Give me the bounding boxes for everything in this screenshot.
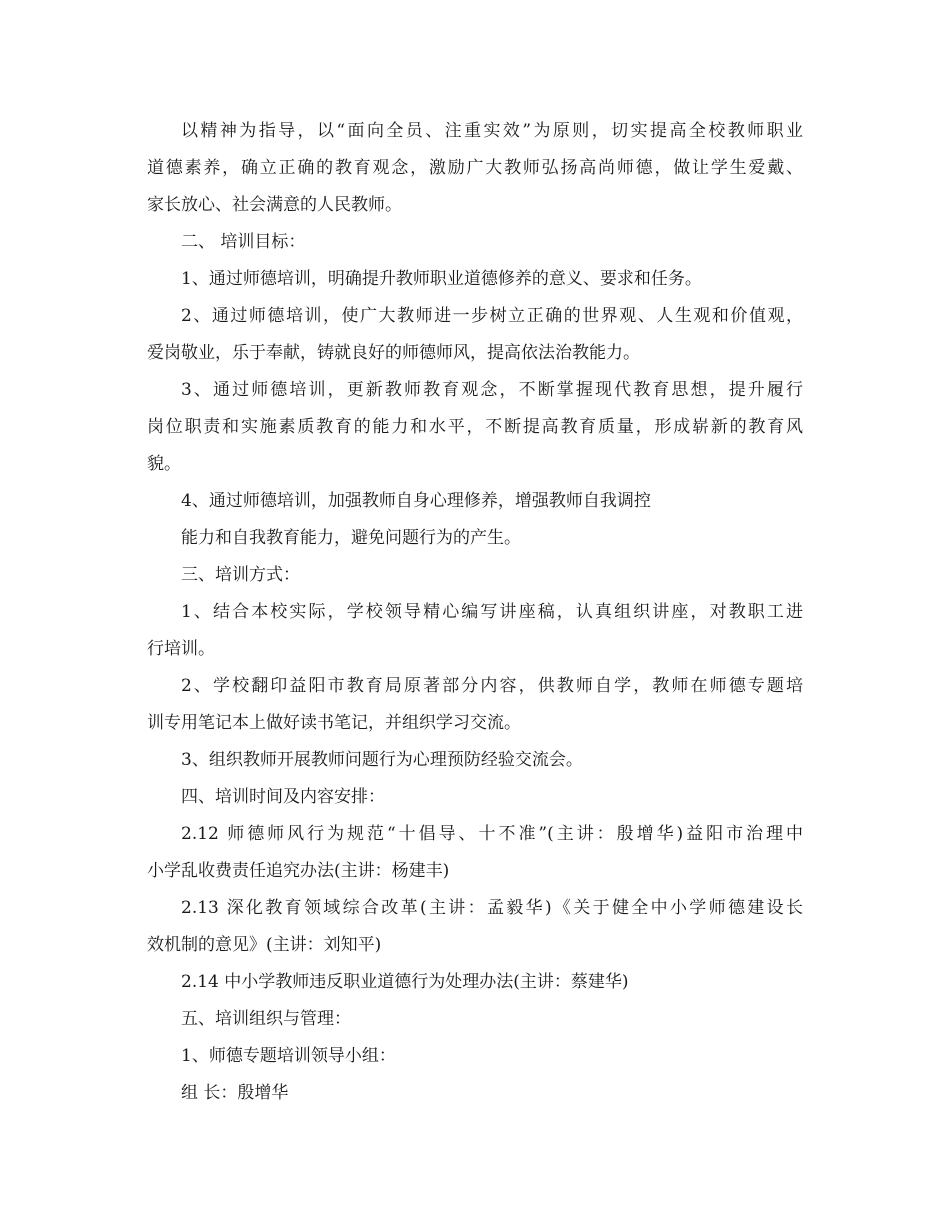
text-line: 道德素养，确立正确的教育观念，激励广大教师弘扬高尚师德，做让学生爱戴、 (147, 158, 803, 178)
text-line: 2.14 中小学教师违反职业道德行为处理办法(主讲：蔡建华) (181, 972, 629, 992)
text-line: 家长放心、社会满意的人民教师。 (147, 195, 402, 215)
text-line: 小学乱收费责任追究办法(主讲：杨建丰) (147, 861, 450, 881)
text-line: 爱岗敬业，乐于奉献，铸就良好的师德师风，提高依法治教能力。 (147, 343, 640, 363)
document-body (147, 113, 803, 1112)
text-line: 组 长：殷增华 (181, 1083, 289, 1103)
text-line: 2.12 师德师风行为规范“十倡导、十不准”(主讲：殷增华)益阳市治理中 (181, 824, 803, 844)
text-line: 岗位职责和实施素质教育的能力和水平，不断提高教育质量，形成崭新的教育风 (147, 417, 803, 437)
text-line: 1、结合本校实际，学校领导精心编写讲座稿，认真组织讲座，对教职工进 (181, 602, 803, 622)
text-line: 五、培训组织与管理： (181, 1009, 351, 1029)
text-line: 3、组织教师开展教师问题行为心理预防经验交流会。 (181, 750, 583, 770)
text-line: 2、通过师德培训，使广大教师进一步树立正确的世界观、人生观和价值观， (181, 306, 803, 326)
text-line: 三、培训方式： (181, 565, 300, 585)
text-line: 1、师德专题培训领导小组： (181, 1046, 396, 1066)
text-line: 3、通过师德培训，更新教师教育观念，不断掌握现代教育思想，提升履行 (181, 380, 803, 400)
text-line: 以精神为指导，以“面向全员、注重实效”为原则，切实提高全校教师职业 (181, 121, 803, 141)
text-line: 能力和自我教育能力，避免问题行为的产生。 (181, 528, 521, 548)
text-line: 貌。 (147, 454, 181, 474)
text-line: 四、培训时间及内容安排： (181, 787, 385, 807)
text-line: 4、通过师德培训，加强教师自身心理修养，增强教师自我调控 (181, 491, 651, 511)
text-line: 2、学校翻印益阳市教育局原著部分内容，供教师自学，教师在师德专题培 (181, 676, 803, 696)
text-line: 二、 培训目标： (181, 232, 306, 252)
text-line: 行培训。 (147, 639, 215, 659)
text-line: 效机制的意见》(主讲：刘知平) (147, 935, 382, 955)
text-line: 训专用笔记本上做好读书笔记，并组织学习交流。 (147, 713, 521, 733)
text-line: 2.13 深化教育领域综合改革(主讲：孟毅华)《关于健全中小学师德建设长 (181, 898, 803, 918)
text-line: 1、通过师德培训，明确提升教师职业道德修养的意义、要求和任务。 (181, 269, 702, 289)
